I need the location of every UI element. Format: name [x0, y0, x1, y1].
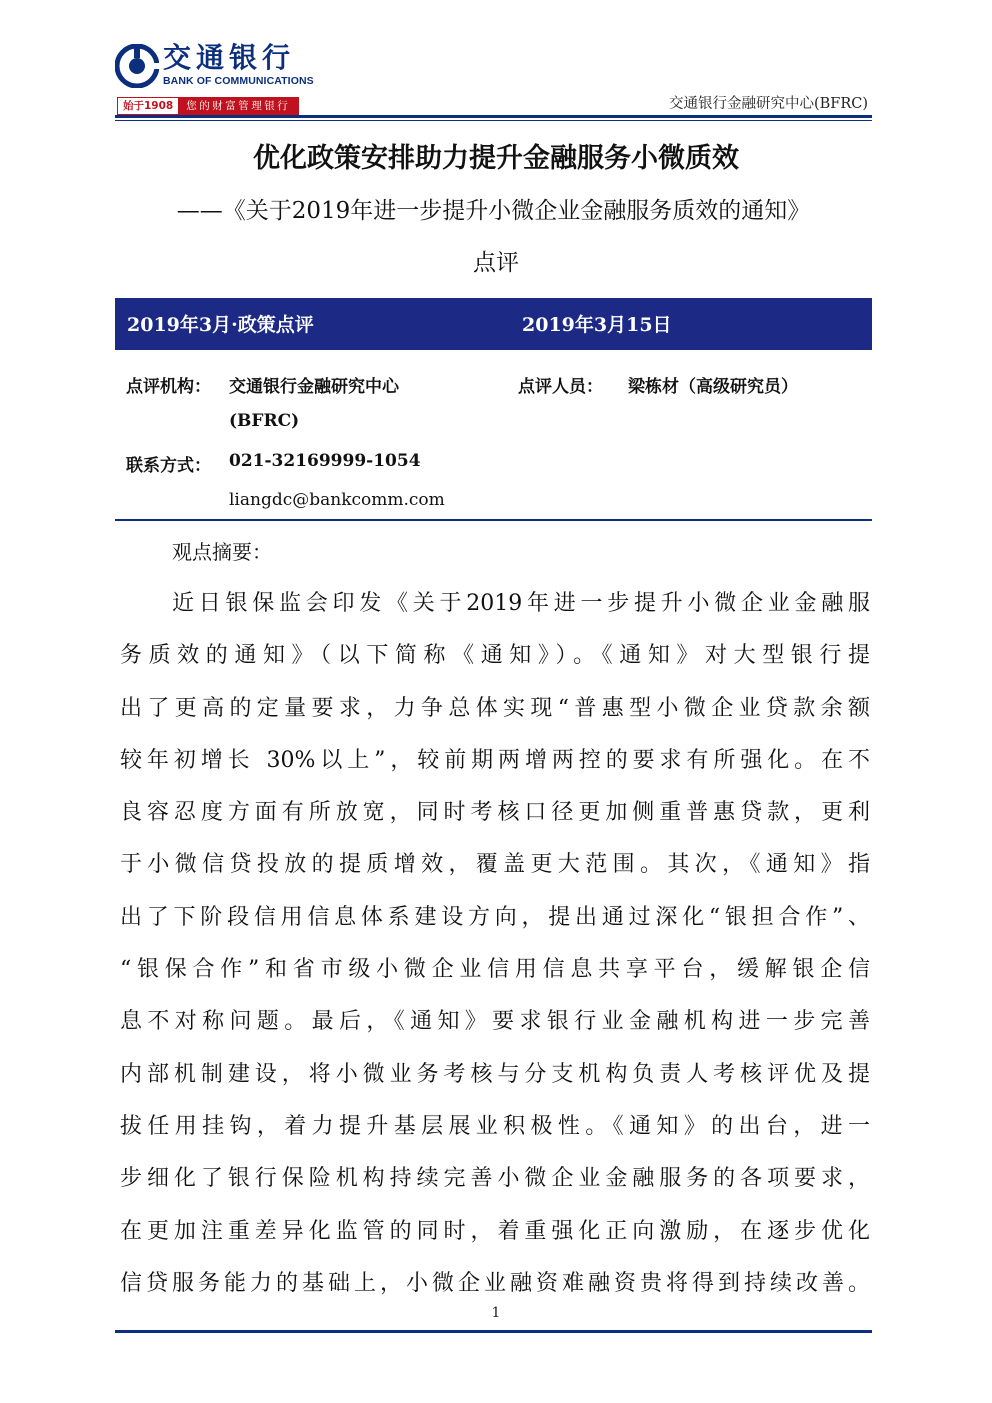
reviewer-label: 点评人员： — [518, 377, 603, 397]
paragraph-line: 内部机制建设，将小微业务考核与分支机构负责人考核评优及提 — [120, 1061, 870, 1087]
paragraph-line: 在更加注重差异化监管的同时，着重强化正向激励，在逐步优化 — [120, 1218, 870, 1244]
bank-logo — [115, 42, 345, 114]
paragraph-line: 出了下阶段信用信息体系建设方向，提出通过深化“银担合作”、 — [120, 904, 870, 930]
info-divider — [115, 519, 872, 521]
paragraph-line: 拔任用挂钩，着力提升基层展业积极性。《通知》的出台，进一 — [120, 1113, 870, 1139]
paragraph-line: 出了更高的定量要求，力争总体实现“普惠型小微企业贷款余额 — [120, 695, 870, 721]
paragraph-line: 于小微信贷投放的提质增效，覆盖更大范围。其次，《通知》指 — [120, 852, 870, 878]
report-banner — [115, 298, 872, 350]
logo-english-name: BANK OF COMMUNICATIONS — [163, 75, 314, 87]
org-value: 交通银行金融研究中心 — [229, 377, 399, 397]
org-value-abbrev: (BFRC) — [229, 411, 300, 431]
slogan-text: 您的财富管理银行 — [178, 98, 298, 114]
org-label: 点评机构： — [126, 377, 211, 397]
header-divider-thin — [115, 120, 872, 121]
document-title: 优化政策安排助力提升金融服务小微质效 — [253, 143, 739, 174]
research-center-name: 交通银行金融研究中心(BFRC) — [668, 96, 868, 112]
contact-email[interactable]: liangdc@bankcomm.com — [229, 490, 445, 510]
paragraph-line: 步细化了银行保险机构持续完善小微企业金融服务的各项要求， — [120, 1166, 870, 1192]
footer-divider — [115, 1330, 872, 1333]
header-divider — [115, 115, 872, 118]
contact-label: 联系方式： — [126, 456, 211, 476]
report-category: 2019年3月·政策点评 — [127, 314, 314, 336]
reviewer-value: 梁栋材（高级研究员） — [628, 377, 798, 397]
paragraph-line: 息不对称问题。最后，《通知》要求银行业金融机构进一步完善 — [120, 1009, 870, 1035]
paragraph-line: “银保合作”和省市级小微企业信用信息共享平台，缓解银企信 — [120, 957, 870, 983]
logo-chinese-name: 交通银行 — [163, 41, 296, 74]
contact-phone: 021-32169999-1054 — [229, 451, 421, 471]
report-date: 2019年3月15日 — [522, 314, 672, 336]
paragraph-line: 信贷服务能力的基础上，小微企业融资难融资贵将得到持续改善。 — [120, 1270, 870, 1296]
document-subtitle: ——《关于2019年进一步提升小微企业金融服务质效的通知》 — [176, 198, 811, 224]
document-subtitle-suffix: 点评 — [473, 250, 519, 276]
abstract-paragraph — [120, 578, 870, 1310]
slogan-year: 始于1908 — [118, 98, 178, 114]
page-number: 1 — [491, 1305, 501, 1321]
logo-slogan-bar — [117, 97, 299, 115]
paragraph-line: 良容忍度方面有所放宽，同时考核口径更加侧重普惠贷款，更利 — [120, 800, 870, 826]
paragraph-line: 近日银保监会印发《关于2019年进一步提升小微企业金融服 — [172, 591, 870, 616]
page-header — [0, 0, 992, 120]
bank-logo-icon — [115, 44, 159, 88]
paragraph-line: 较年初增长 30%以上”，较前期两增两控的要求有所强化。在不 — [120, 747, 870, 773]
abstract-heading: 观点摘要： — [172, 540, 272, 564]
paragraph-line: 务质效的通知》（以下简称《通知》）。《通知》对大型银行提 — [120, 643, 870, 669]
